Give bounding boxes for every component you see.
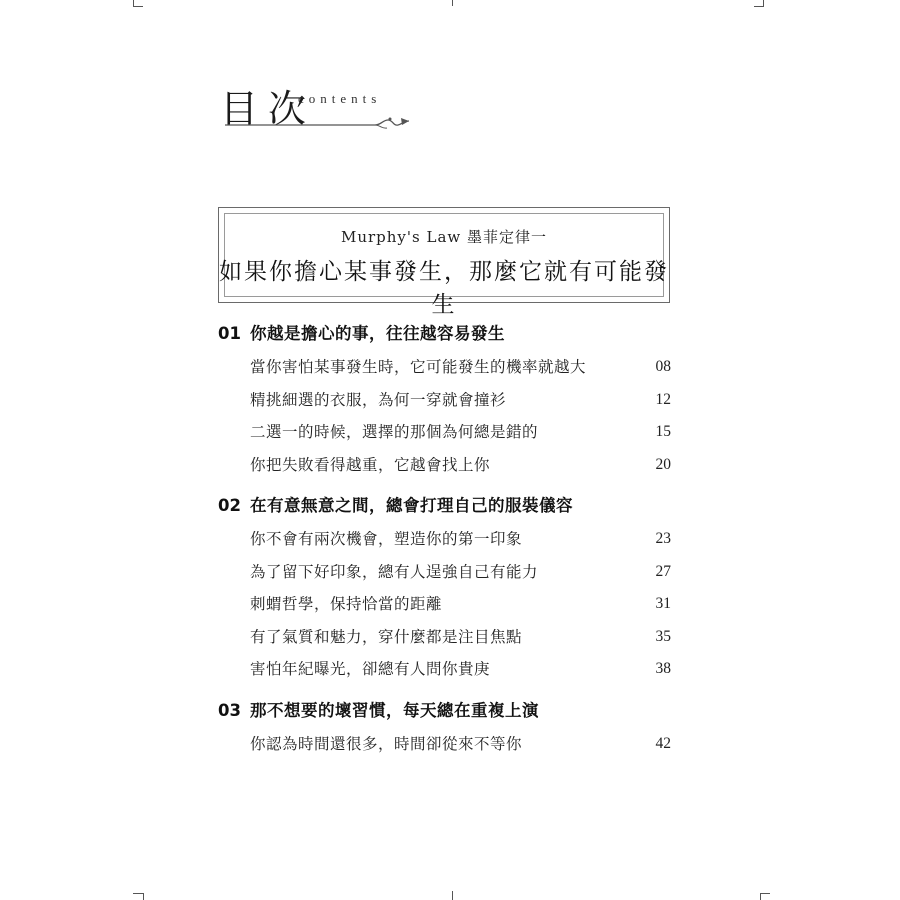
law-statement: 如果你擔心某事發生，那麼它就有可能發生 <box>219 259 669 318</box>
page-subtitle: contents <box>298 91 382 106</box>
toc-entry[interactable] <box>218 728 673 761</box>
entry-title: 你認為時間還很多，時間卻從來不等你 <box>250 734 523 753</box>
toc-entry[interactable] <box>218 556 673 589</box>
crop-mark-bottom-right <box>760 893 761 900</box>
chapter-01 <box>218 317 673 481</box>
entry-page-number: 27 <box>655 562 671 580</box>
chapter-heading[interactable] <box>218 489 673 523</box>
flourish-divider <box>225 114 415 134</box>
crop-mark-top-center <box>452 0 453 6</box>
murphys-law-box <box>218 207 670 318</box>
toc-entry[interactable] <box>218 449 673 482</box>
chapter-heading[interactable] <box>218 317 673 351</box>
toc-entry[interactable] <box>218 523 673 556</box>
entry-page-number: 35 <box>655 627 671 645</box>
toc-entry[interactable] <box>218 416 673 449</box>
chapter-heading[interactable] <box>218 694 673 728</box>
toc-entry[interactable] <box>218 588 673 621</box>
entry-page-number: 42 <box>655 734 671 752</box>
crop-mark-bottom-right <box>760 893 770 894</box>
chapter-number: 02 <box>218 496 241 515</box>
chapter-title: 在有意無意之間，總會打理自己的服裝儀容 <box>250 496 573 515</box>
entry-page-number: 20 <box>655 455 671 473</box>
toc-entry[interactable] <box>218 384 673 417</box>
table-of-contents <box>218 317 673 760</box>
page-title: 目次 <box>220 87 317 131</box>
toc-entry[interactable] <box>218 653 673 686</box>
entry-page-number: 15 <box>655 423 671 440</box>
entry-page-number: 08 <box>655 358 671 375</box>
crop-mark-bottom-left <box>133 893 143 894</box>
crop-mark-top-left <box>133 6 143 7</box>
toc-entry[interactable] <box>218 621 673 654</box>
entry-title: 你把失敗看得越重，它越會找上你 <box>250 455 491 474</box>
entry-title: 為了留下好印象，總有人逞強自己有能力 <box>250 562 539 581</box>
entry-page-number: 38 <box>655 660 671 677</box>
toc-entry[interactable] <box>218 351 673 384</box>
chapter-02 <box>218 489 673 686</box>
law-label: Murphy's Law 墨菲定律一 <box>340 228 548 246</box>
entry-title: 你不會有兩次機會，塑造你的第一印象 <box>250 530 523 548</box>
entry-title: 二選一的時候，選擇的那個為何總是錯的 <box>250 423 539 441</box>
crop-mark-bottom-left <box>143 893 144 900</box>
entry-title: 有了氣質和魅力，穿什麼都是注目焦點 <box>250 627 523 646</box>
entry-title: 精挑細選的衣服，為何一穿就會撞衫 <box>250 390 507 409</box>
chapter-number: 03 <box>218 700 241 720</box>
crop-mark-bottom-center <box>452 891 453 900</box>
entry-page-number: 31 <box>655 595 671 612</box>
entry-title: 刺蝟哲學，保持恰當的距離 <box>250 595 443 613</box>
entry-title: 害怕年紀曝光，卻總有人問你貴庚 <box>250 660 491 678</box>
chapter-number: 01 <box>218 324 241 343</box>
chapter-title: 你越是擔心的事，往往越容易發生 <box>250 324 505 343</box>
crop-mark-top-right <box>754 6 764 7</box>
chapter-03 <box>218 694 673 761</box>
entry-page-number: 23 <box>655 530 671 547</box>
chapter-title: 那不想要的壞習慣，每天總在重複上演 <box>250 700 539 720</box>
entry-title: 當你害怕某事發生時，它可能發生的機率就越大 <box>250 358 587 376</box>
entry-page-number: 12 <box>655 390 671 408</box>
